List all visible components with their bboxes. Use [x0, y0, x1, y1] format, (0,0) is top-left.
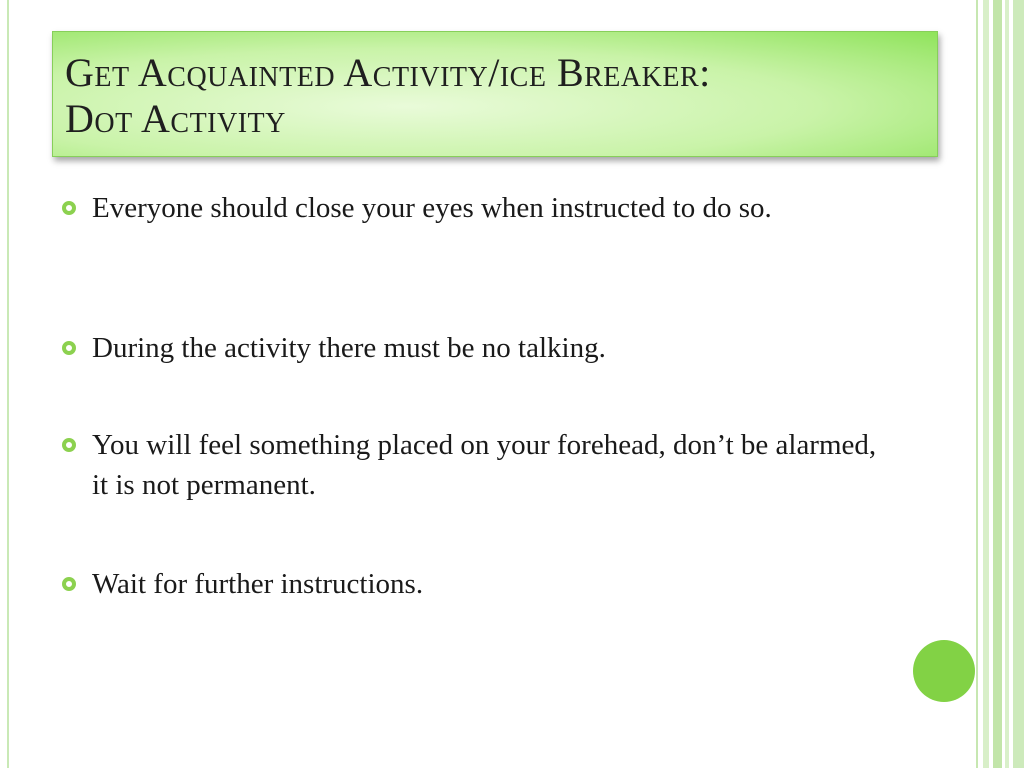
- bullet-item: [62, 564, 882, 604]
- bullet-text: Everyone should close your eyes when instructed to do so.: [92, 192, 772, 224]
- right-stripe: [993, 0, 1002, 768]
- right-stripe: [1005, 0, 1009, 768]
- ring-bullet-icon: [62, 341, 76, 355]
- right-stripe: [983, 0, 989, 768]
- right-stripe: [1013, 0, 1024, 768]
- bullet-text: Wait for further instructions.: [92, 568, 424, 600]
- bullet-item: [62, 425, 882, 505]
- ring-bullet-icon: [62, 201, 76, 215]
- right-stripe: [976, 0, 978, 768]
- bullet-text: During the activity there must be no talking.: [92, 332, 606, 364]
- bullet-item: [62, 188, 882, 228]
- left-border-rule: [7, 0, 9, 768]
- slide-title: [65, 50, 711, 142]
- bullet-item: [62, 328, 882, 368]
- slide-title-line-1: Get Acquainted Activity/ice Breaker:: [65, 50, 711, 95]
- green-circle-decoration: [913, 640, 975, 702]
- bullet-text: You will feel something placed on your forehead, don’t be alarmed, it is not permanent.: [92, 429, 877, 501]
- slide-title-line-2: Dot Activity: [65, 96, 286, 141]
- title-box: [52, 31, 938, 157]
- ring-bullet-icon: [62, 577, 76, 591]
- ring-bullet-icon: [62, 438, 76, 452]
